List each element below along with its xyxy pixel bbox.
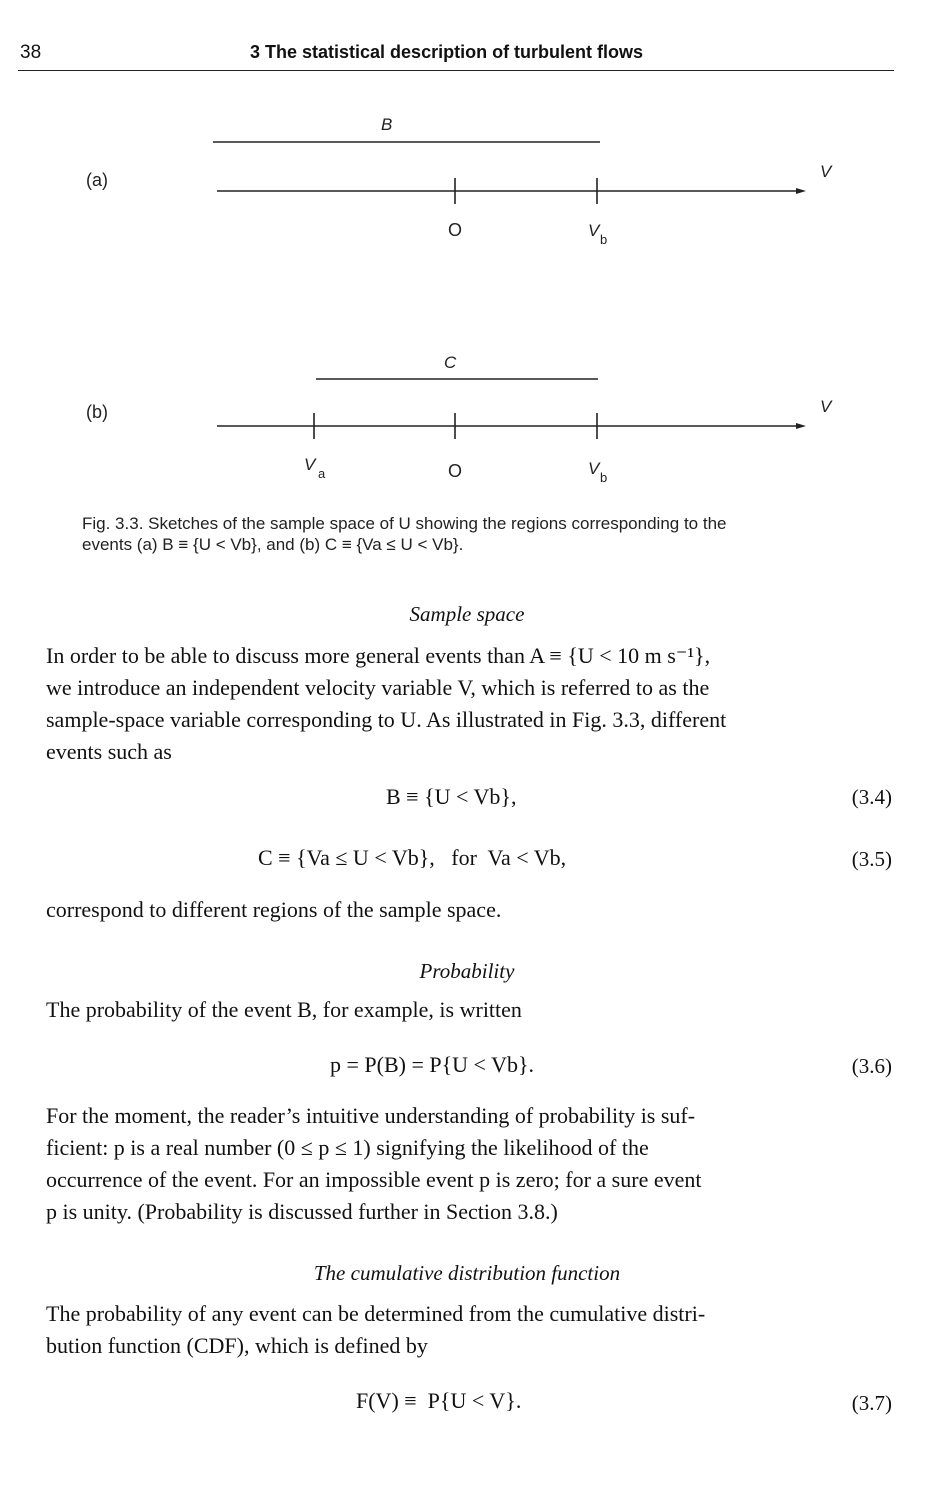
equation-3-5: C ≡ {Va ≤ U < Vb}, for Va < Vb, <box>258 845 567 870</box>
text-line: occurrence of the event. For an impossible event p is zero; for a sure event <box>46 1167 702 1192</box>
text-line: The probability of any event can be determined from the cumulative distri- <box>46 1301 706 1326</box>
equation-number-3-6: (3.6) <box>851 1054 892 1078</box>
panel-a-label: (a) <box>86 170 108 190</box>
equation-number-3-7: (3.7) <box>851 1391 892 1415</box>
equation-3-6: p = P(B) = P{U < Vb}. <box>330 1052 535 1077</box>
text-line: we introduce an independent velocity variable V, which is referred to as the <box>46 675 710 700</box>
figure-caption <box>82 513 882 555</box>
tick-vb-b-sub: b <box>600 470 608 485</box>
region-b-label: B <box>381 115 393 134</box>
figure-svg <box>0 100 934 510</box>
axis-b-arrow <box>796 423 806 429</box>
tick-va-b-label: V <box>304 455 316 474</box>
page-header <box>18 38 894 70</box>
caption-line: Fig. 3.3. Sketches of the sample space of U showing the regions corresponding to the <box>82 514 727 533</box>
text-line: In order to be able to discuss more general events than A ≡ {U < 10 m s⁻¹}, <box>46 643 711 668</box>
page-number: 38 <box>20 42 42 63</box>
tick-o-b-label: O <box>448 461 463 481</box>
text-line: bution function (CDF), which is defined by <box>46 1333 428 1358</box>
section-heading-sample-space: Sample space <box>409 602 525 626</box>
header-rule <box>18 70 894 71</box>
axis-a-arrow <box>796 188 806 194</box>
equation-number-3-4: (3.4) <box>851 785 892 809</box>
text-line: ficient: p is a real number (0 ≤ p ≤ 1) signifying the likelihood of the <box>46 1135 649 1160</box>
axis-a-label: V <box>820 162 832 181</box>
tick-vb-a-sub: b <box>600 232 608 247</box>
panel-b-label: (b) <box>86 402 108 422</box>
figure-3-3 <box>0 100 934 510</box>
text-line: For the moment, the reader’s intuitive understanding of probability is suf- <box>46 1103 696 1128</box>
section-heading-probability: Probability <box>419 959 515 983</box>
tick-vb-b-label: V <box>588 459 600 478</box>
tick-va-b-sub: a <box>318 466 326 481</box>
text-line: p is unity. (Probability is discussed further in Section 3.8.) <box>46 1199 558 1224</box>
paragraph-cdf <box>46 1298 890 1362</box>
equation-number-3-5: (3.5) <box>851 847 892 871</box>
equation-3-7: F(V) ≡ P{U < V}. <box>356 1388 522 1413</box>
paragraph-sample-space <box>46 640 890 768</box>
axis-b-label: V <box>820 397 832 416</box>
equation-3-4: B ≡ {U < Vb}, <box>386 784 517 809</box>
running-head: 3 The statistical description of turbulent flows <box>250 42 644 62</box>
paragraph-probability-2 <box>46 1100 890 1228</box>
paragraph-probability-1: The probability of the event B, for example, is written <box>46 997 522 1022</box>
text-line: sample-space variable corresponding to U. As illustrated in Fig. 3.3, different <box>46 707 727 732</box>
paragraph-sample-space-2: correspond to different regions of the sample space. <box>46 897 502 922</box>
caption-line: events (a) B ≡ {U < Vb}, and (b) C ≡ {Va ≤ U < Vb}. <box>82 535 464 554</box>
tick-o-a-label: O <box>448 220 463 240</box>
tick-vb-a-label: V <box>588 221 600 240</box>
section-heading-cdf: The cumulative distribution function <box>313 1261 621 1285</box>
text-line: events such as <box>46 739 172 764</box>
region-c-label: C <box>444 353 457 372</box>
